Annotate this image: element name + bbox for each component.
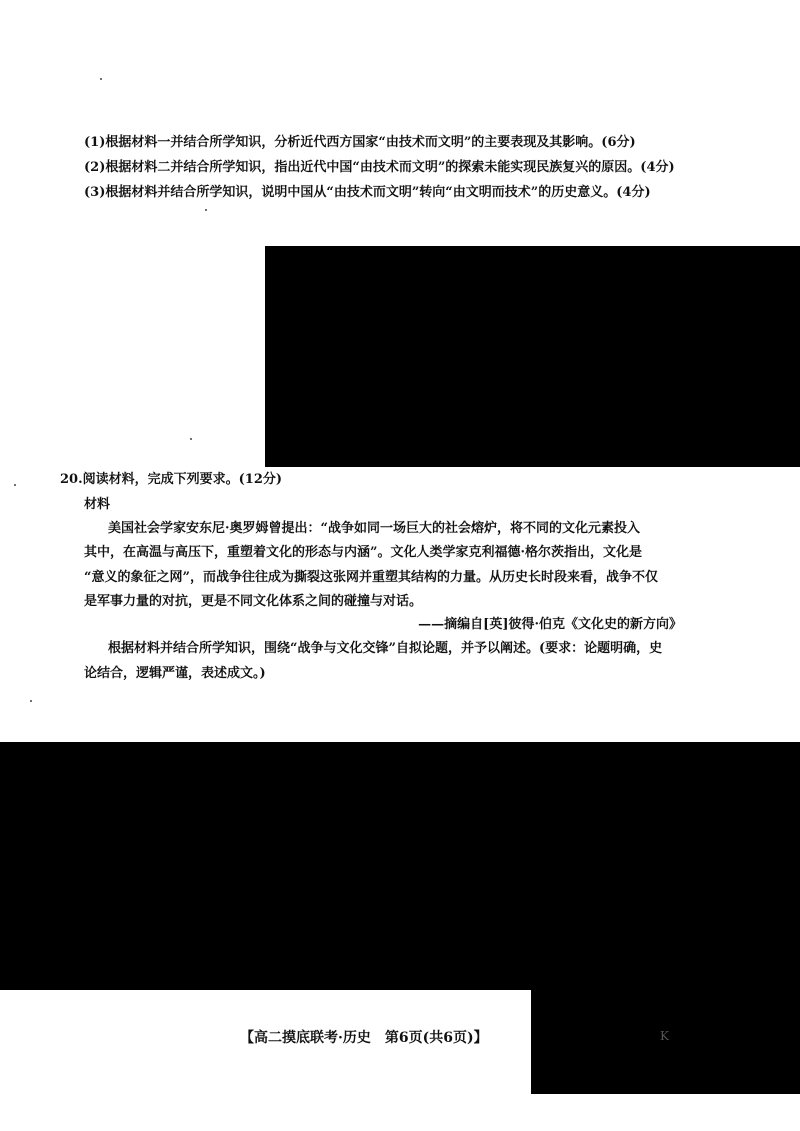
material-line-2: 其中，在高温与高压下，重塑着文化的形态与内涵”。文化人类学家克利福德·格尔茨指出，文化是	[84, 545, 643, 560]
redacted-region-top	[265, 246, 800, 467]
material-line-4: 是军事力量的对抗，更是不同文化体系之间的碰撞与对话。	[84, 594, 423, 609]
question-19-part-2: (2)根据材料二并结合所学知识，指出近代中国“由技术而文明”的探索未能实现民族复兴的原因。(4分)	[84, 160, 675, 175]
question-19-part-3: (3)根据材料并结合所学知识，说明中国从“由技术而文明”转向“由文明而技术”的历史意义。(4分)	[84, 185, 651, 200]
task-line-1: 根据材料并结合所学知识，围绕“战争与文化交锋”自拟论题，并予以阐述。(要求：论题明确，史	[108, 641, 663, 656]
page-footer: 【高二摸底联考·历史 第6页(共6页)】	[240, 1030, 488, 1046]
stray-scan-mark: K	[660, 1029, 669, 1043]
material-label: 材料	[84, 497, 111, 512]
scan-speck	[205, 209, 207, 211]
task-line-2: 论结合，逻辑严谨，表述成文。)	[84, 666, 266, 681]
material-source: ——摘编自[英]彼得·伯克《文化史的新方向》	[418, 617, 682, 632]
material-line-1: 美国社会学家安东尼·奥罗姆曾提出：“战争如同一场巨大的社会熔炉，将不同的文化元素投入	[108, 521, 641, 536]
scan-speck	[30, 700, 32, 702]
question-20-heading: 20.阅读材料，完成下列要求。(12分)	[60, 472, 283, 487]
material-line-3: “意义的象征之网”，而战争往往成为撕裂这张网并重塑其结构的力量。从历史长时段来看，战争不仅	[84, 570, 658, 585]
scan-speck	[190, 438, 192, 440]
scan-speck	[100, 78, 102, 80]
redacted-region-bottom	[0, 742, 800, 990]
scan-speck	[14, 484, 16, 486]
question-19-part-1: (1)根据材料一并结合所学知识，分析近代西方国家“由技术而文明”的主要表现及其影响。(6分)	[84, 135, 636, 150]
